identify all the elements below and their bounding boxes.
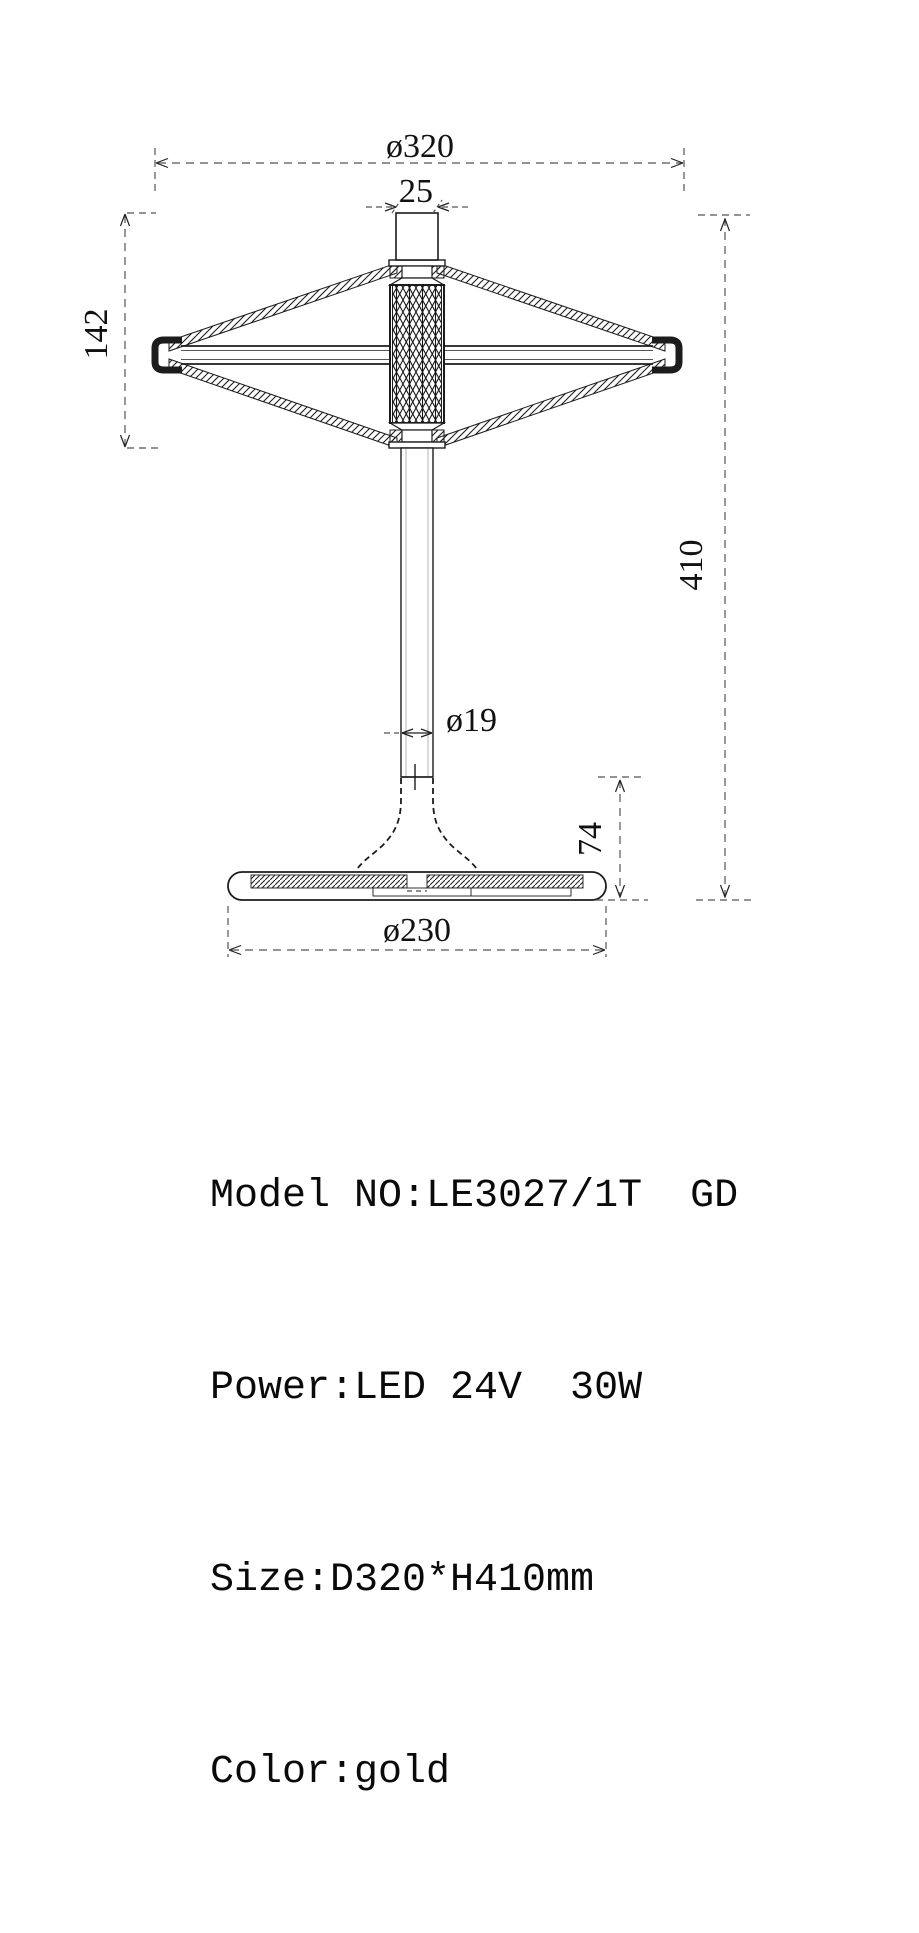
lamp-shade [155,213,679,448]
dim-shade-height-label: 142 [78,308,115,360]
dim-shade-diameter-label: ø320 [386,128,454,165]
spec-size: Size:D320*H410mm [210,1558,595,1603]
dim-total-height-label: 410 [673,539,710,591]
lamp-pole [401,448,433,790]
dim-base-diameter-label: ø230 [383,912,451,949]
dim-pole-diameter-label: ø19 [446,702,497,739]
dim-pole-diameter [384,729,432,737]
trumpet-foot [356,778,478,871]
dim-shade-height [121,213,159,448]
shade-center-column [389,260,445,448]
spec-model: Model NO:LE3027/1T GD [210,1174,739,1219]
spec-block [210,1037,738,1933]
base-plate [228,872,606,900]
spec-power: Power:LED 24V 30W [210,1366,643,1411]
spec-color: Color:gold [210,1750,451,1795]
dim-base-height-label: 74 [572,822,609,856]
dim-top-stub-width-label: 25 [399,173,433,210]
top-stub [396,213,438,260]
